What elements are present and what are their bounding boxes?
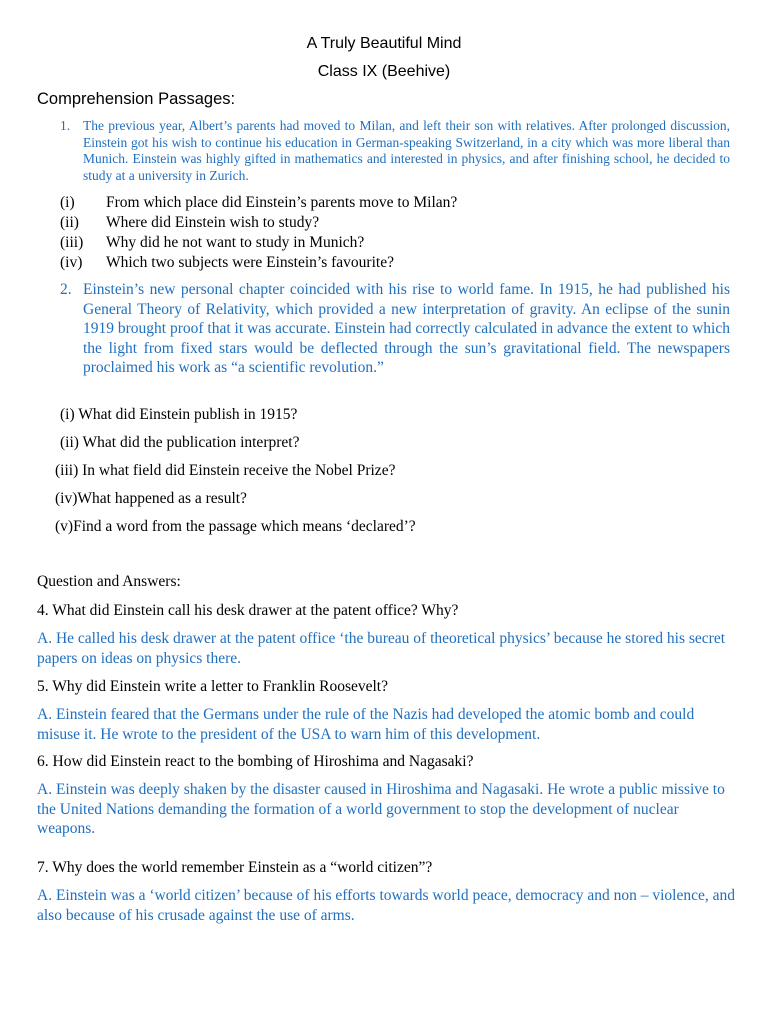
passage-2-text: Einstein’s new personal chapter coincided with his rise to world fame. In 1915, he had published his General Theory of Relativity, which provided a new interpretation of gravity. An eclipse of the sunin 1919 brought proof that it was accurate. Einstein had correctly calculated in advance the extent to which the light from fixed stars would be deflected through the sun’s gravitational field. The newspapers proclaimed his work as “a scientific revolution.”	[83, 281, 730, 376]
qa-answer-4: A. He called his desk drawer at the patent office ‘the bureau of theoretical physics’ because he stored his secret papers on ideas on physics there.	[37, 630, 726, 667]
qa-question-6: 6. How did Einstein react to the bombing of Hiroshima and Nagasaki?	[37, 753, 474, 770]
question-number: (iii)	[60, 234, 84, 251]
question-number: (ii)	[60, 214, 79, 231]
document-subtitle: Class IX (Beehive)	[317, 63, 451, 80]
question-number: (i)	[60, 194, 75, 211]
qa-answer-5: A. Einstein feared that the Germans under the rule of the Nazis had developed the atomic bomb and could misuse it. He wrote to the president of the USA to warn him of this development.	[37, 706, 695, 743]
passage-2-question: (ii) What did the publication interpret?	[60, 434, 300, 451]
qa-question-5: 5. Why did Einstein write a letter to Franklin Roosevelt?	[37, 678, 388, 695]
qa-answer-7: A. Einstein was a ‘world citizen’ because of his efforts towards world peace, democracy and non – violence, and also because of his crusade against the use of arms.	[37, 887, 735, 924]
qa-question-4: 4. What did Einstein call his desk drawer at the patent office? Why?	[37, 602, 459, 619]
question-text: Why did he not want to study in Munich?	[106, 234, 365, 251]
passage-2-question: (iii) In what field did Einstein receive the Nobel Prize?	[55, 462, 396, 479]
question-text: Where did Einstein wish to study?	[106, 214, 320, 231]
question-text: From which place did Einstein’s parents move to Milan?	[106, 194, 458, 211]
passage-2-question: (iv)What happened as a result?	[55, 490, 247, 507]
passage-2-number: 2.	[60, 281, 72, 298]
question-item	[60, 233, 457, 253]
question-item	[60, 253, 457, 273]
question-number: (iv)	[60, 254, 83, 271]
qa-question-7: 7. Why does the world remember Einstein as a “world citizen”?	[37, 859, 433, 876]
question-item	[60, 213, 457, 233]
passage-1	[60, 118, 730, 185]
passage-2-question: (i) What did Einstein publish in 1915?	[60, 406, 298, 423]
qa-heading: Question and Answers:	[37, 573, 181, 590]
passage-1-questions	[60, 193, 457, 273]
passage-2-question: (v)Find a word from the passage which means ‘declared’?	[55, 518, 416, 535]
question-item	[60, 193, 457, 213]
passage-2	[60, 280, 730, 378]
comprehension-heading: Comprehension Passages:	[37, 90, 236, 108]
question-text: Which two subjects were Einstein’s favourite?	[106, 254, 394, 271]
passage-1-number: 1.	[60, 118, 71, 133]
passage-1-text: The previous year, Albert’s parents had moved to Milan, and left their son with relatives. After prolonged discussion, Einstein got his wish to continue his education in German-speaking Switzerland, in a city which was more liberal than Munich. Einstein was highly gifted in mathematics and interested in physics, and after finishing school, he decided to study at a university in Zurich.	[83, 118, 730, 184]
qa-answer-6: A. Einstein was deeply shaken by the disaster caused in Hiroshima and Nagasaki. He wrote a public missive to the United Nations demanding the formation of a world government to stop the development of nuclear weapons.	[37, 781, 725, 837]
document-title: A Truly Beautiful Mind	[306, 35, 462, 52]
